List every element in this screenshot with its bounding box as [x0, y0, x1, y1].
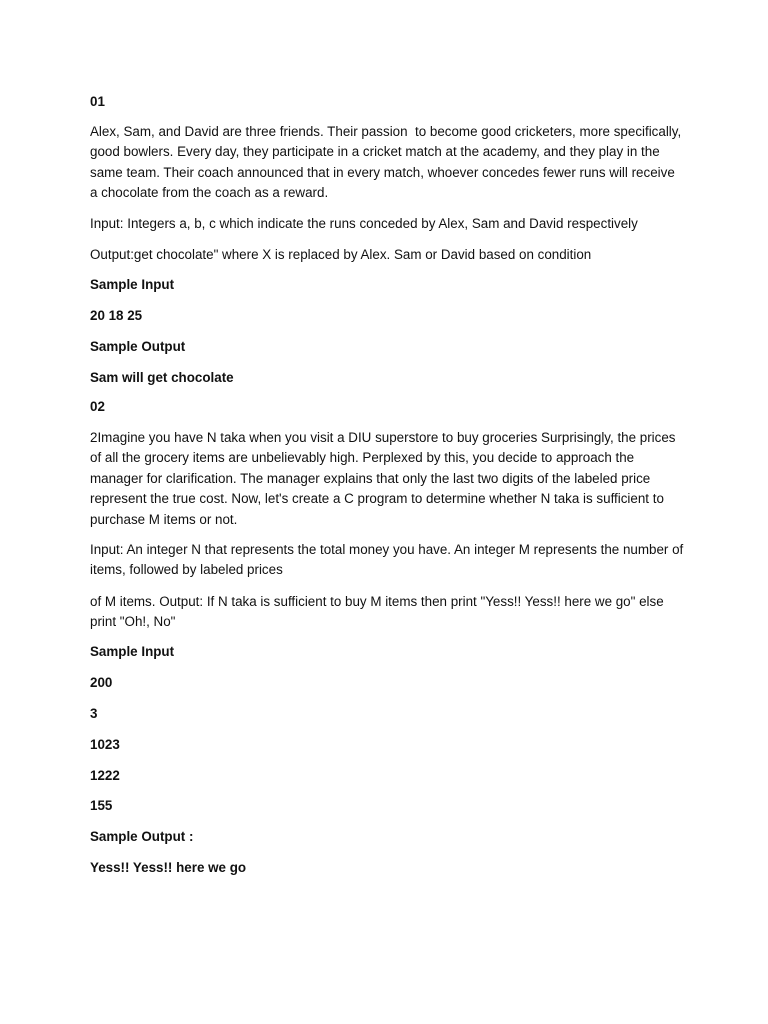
problem-2-sample-output-label: Sample Output : — [90, 829, 194, 844]
problem-2-output-spec: of M items. Output: If N taka is sufficient to buy M items then print "Yess!! Yess!! here we go" else print "Oh!, No" — [90, 594, 668, 630]
problem-1-sample-input: 20 18 25 — [90, 308, 143, 323]
problem-2-number: 02 — [90, 399, 105, 414]
problem-1-number: 01 — [90, 94, 105, 109]
problem-2-sample-input-line: 155 — [90, 798, 113, 813]
problem-1-sample-input-label: Sample Input — [90, 277, 175, 292]
problem-1-output-spec: Output:get chocolate" where X is replaced by Alex. Sam or David based on condition — [90, 247, 592, 262]
problem-2-sample-output: Yess!! Yess!! here we go — [90, 860, 247, 875]
problem-1-description: Alex, Sam, and David are three friends. Their passion to become good cricketers, more specifically, good bowlers. Every day, they participate in a cricket match at the academy, and they play in the same team. Their coach announced that in every match, whoever concedes fewer runs will receive a chocolate from the coach as a reward. — [90, 124, 685, 201]
problem-2-sample-input-line: 1023 — [90, 737, 120, 752]
problem-2-sample-input-line: 1222 — [90, 768, 120, 783]
problem-1-sample-output: Sam will get chocolate — [90, 370, 234, 385]
problem-2-sample-input-line: 3 — [90, 706, 98, 721]
problem-2-input-spec: Input: An integer N that represents the total money you have. An integer M represents the number of items, followed by labeled prices — [90, 542, 687, 578]
problem-2-sample-input-label: Sample Input — [90, 644, 175, 659]
problem-2-sample-input-line: 200 — [90, 675, 113, 690]
problem-2-description: 2Imagine you have N taka when you visit a DIU superstore to buy groceries Surprisingly, the prices of all the grocery items are unbelievably high. Perplexed by this, you decide to approach the manager for clarification. The manager explains that only the last two digits of the labeled price represent the true cost. Now, let's create a C program to determine whether N taka is sufficient to purchase M items or not. — [90, 430, 680, 527]
problem-1-input-spec: Input: Integers a, b, c which indicate the runs conceded by Alex, Sam and David respectively — [90, 216, 638, 231]
problem-1-sample-output-label: Sample Output — [90, 339, 186, 354]
